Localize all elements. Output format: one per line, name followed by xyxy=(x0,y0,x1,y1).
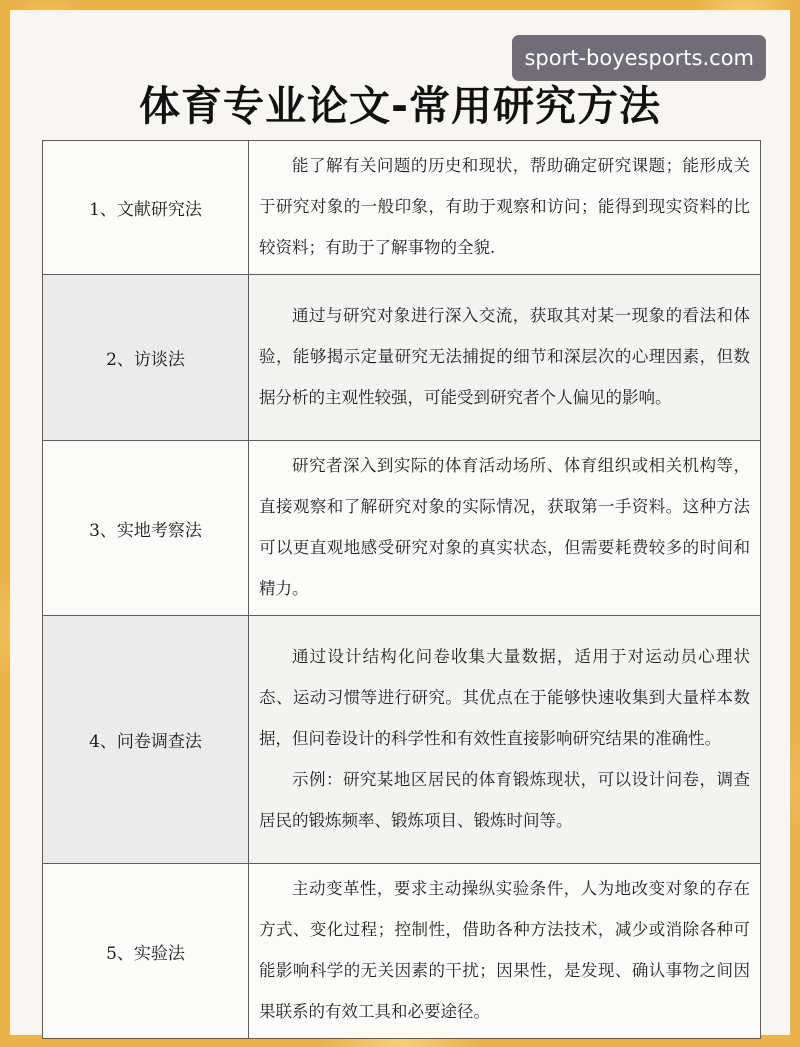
method-description xyxy=(249,864,761,1039)
description-paragraph: 能了解有关问题的历史和现状，帮助确定研究课题；能形成关于研究对象的一般印象，有助于观察和访问；能得到现实资料的比较资料；有助于了解事物的全貌. xyxy=(259,156,750,257)
method-description xyxy=(249,616,761,864)
method-name: 4、问卷调查法 xyxy=(43,616,249,864)
description-paragraph: 通过与研究对象进行深入交流，获取其对某一现象的看法和体验，能够揭示定量研究无法捕捉的细节和深层次的心理因素，但数据分析的主观性较强，可能受到研究者个人偏见的影响。 xyxy=(259,306,750,407)
description-paragraph: 研究者深入到实际的体育活动场所、体育组织或相关机构等，直接观察和了解研究对象的实际情况，获取第一手资料。这种方法可以更直观地感受研究对象的真实状态，但需要耗费较多的时间和精力。 xyxy=(259,456,750,598)
table-row xyxy=(43,864,761,1039)
page-title: 体育专业论文-常用研究方法 xyxy=(138,82,661,130)
method-description xyxy=(249,441,761,616)
method-description xyxy=(249,141,761,275)
method-description xyxy=(249,275,761,441)
method-name: 1、文献研究法 xyxy=(43,141,249,275)
description-paragraph: 主动变革性，要求主动操纵实验条件，人为地改变对象的存在方式、变化过程；控制性，借助各种方法技术，减少或消除各种可能影响科学的无关因素的干扰；因果性，是发现、确认事物之间因果联系的有效工具和必要途径。 xyxy=(259,879,750,1021)
example-paragraph: 示例：研究某地区居民的体育锻炼现状，可以设计问卷，调查居民的锻炼频率、锻炼项目、锻炼时间等。 xyxy=(259,770,750,830)
table-row xyxy=(43,141,761,275)
research-methods-table xyxy=(42,140,761,1039)
table-row xyxy=(43,616,761,864)
method-name: 5、实验法 xyxy=(43,864,249,1039)
table-row xyxy=(43,441,761,616)
table-row xyxy=(43,275,761,441)
method-name: 2、访谈法 xyxy=(43,275,249,441)
description-paragraph: 通过设计结构化问卷收集大量数据，适用于对运动员心理状态、运动习惯等进行研究。其优点在于能够快速收集到大量样本数据，但问卷设计的科学性和有效性直接影响研究结果的准确性。 xyxy=(259,647,750,748)
method-name: 3、实地考察法 xyxy=(43,441,249,616)
watermark-badge: sport-boyesports.com xyxy=(512,35,766,81)
